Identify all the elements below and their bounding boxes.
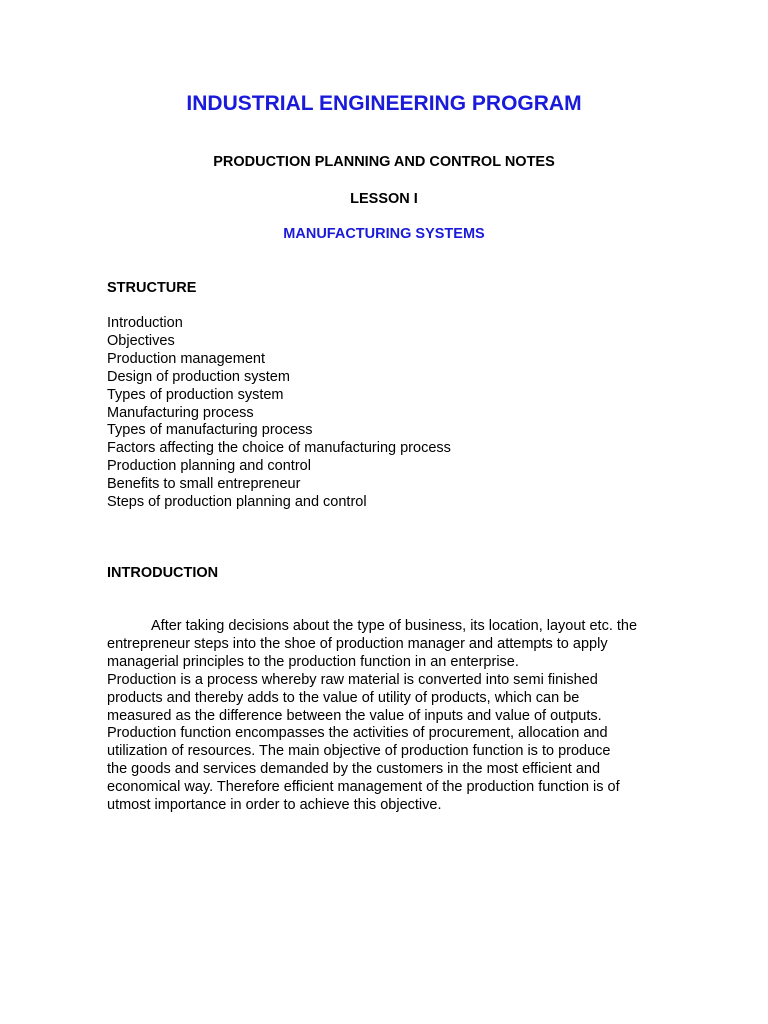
structure-item-benefits-to-small-entrepreneur: Benefits to small entrepreneur: [107, 476, 301, 493]
introduction-line: utmost importance in order to achieve this objective.: [107, 797, 442, 814]
introduction-line: Production function encompasses the activities of procurement, allocation and: [107, 725, 608, 742]
document-title: INDUSTRIAL ENGINEERING PROGRAM: [186, 92, 582, 115]
introduction-line: products and thereby adds to the value of utility of products, which can be: [107, 689, 580, 706]
structure-item-design-of-production-system: Design of production system: [107, 368, 290, 385]
introduction-line: the goods and services demanded by the customers in the most efficient and: [107, 761, 601, 778]
structure-item-objectives: Objectives: [107, 332, 175, 349]
lesson-number: LESSON I: [350, 191, 418, 207]
structure-item-manufacturing-process: Manufacturing process: [107, 404, 254, 421]
introduction-paragraph: [107, 618, 667, 815]
structure-item-steps-of-production-planning: Steps of production planning and control: [107, 494, 367, 511]
structure-item-factors-affecting-choice: Factors affecting the choice of manufacturing process: [107, 440, 451, 457]
lesson-topic: MANUFACTURING SYSTEMS: [283, 226, 485, 242]
introduction-line: managerial principles to the production function in an enterprise.: [107, 653, 519, 670]
introduction-line: After taking decisions about the type of business, its location, layout etc. the: [151, 618, 638, 634]
introduction-line: entrepreneur steps into the shoe of production manager and attempts to apply: [107, 635, 608, 652]
structure-item-types-of-manufacturing-process: Types of manufacturing process: [107, 422, 313, 439]
document-subtitle: PRODUCTION PLANNING AND CONTROL NOTES: [213, 154, 555, 170]
structure-list: [107, 315, 451, 512]
structure-item-types-of-production-system: Types of production system: [107, 386, 284, 403]
introduction-line: utilization of resources. The main objective of production function is to produce: [107, 743, 611, 760]
introduction-heading: INTRODUCTION: [107, 565, 219, 581]
structure-item-introduction: Introduction: [107, 315, 183, 331]
introduction-line: Production is a process whereby raw material is converted into semi finished: [107, 671, 598, 688]
structure-item-production-planning-and-control: Production planning and control: [107, 458, 311, 475]
introduction-line: measured as the difference between the value of inputs and value of outputs.: [107, 707, 602, 724]
introduction-line: economical way. Therefore efficient management of the production function is of: [107, 779, 620, 796]
structure-heading: STRUCTURE: [107, 280, 197, 296]
structure-item-production-management: Production management: [107, 350, 265, 367]
